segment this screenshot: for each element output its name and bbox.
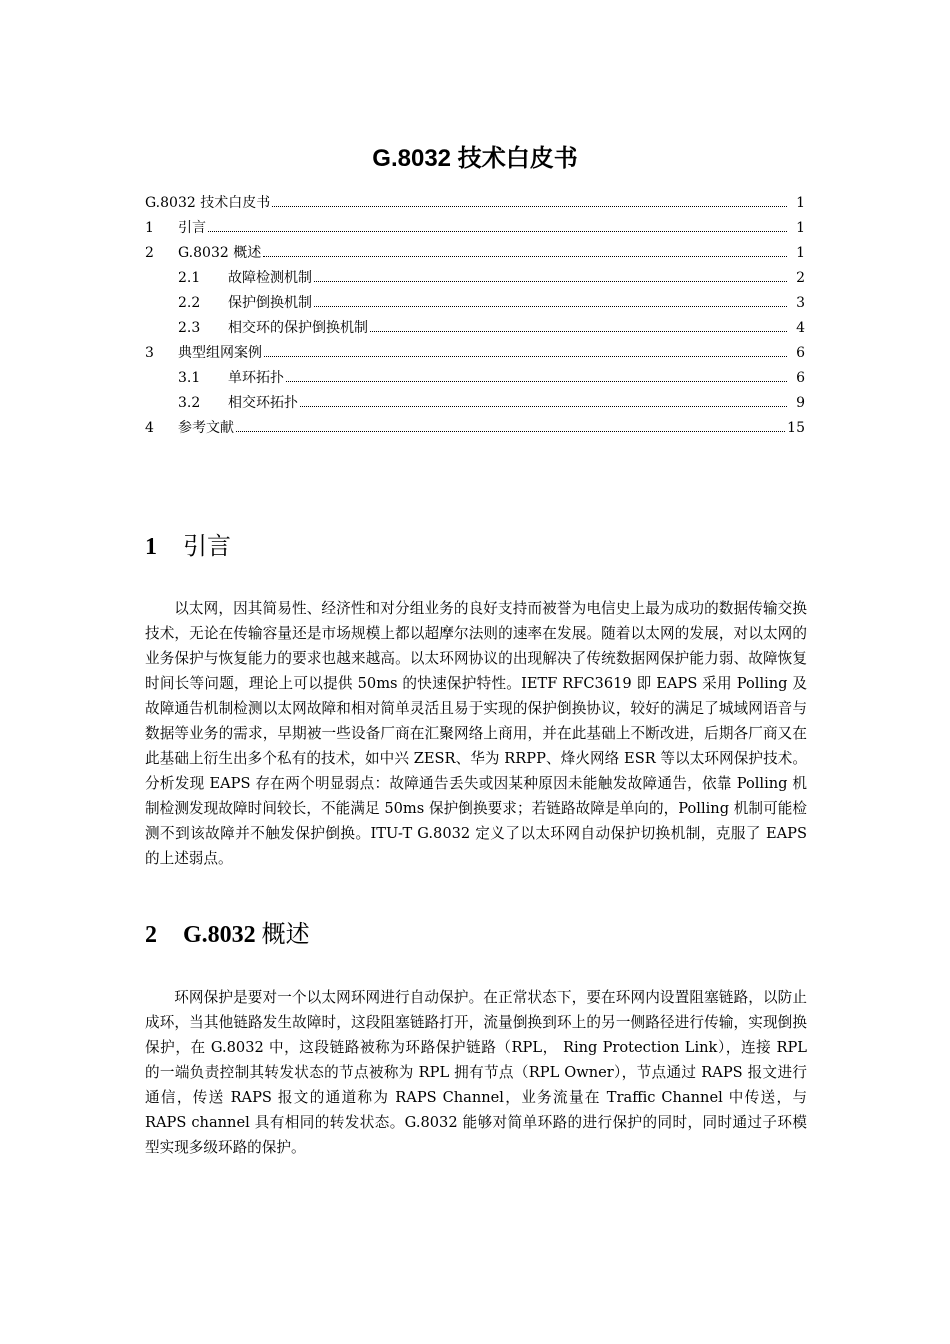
section-heading-overview — [145, 914, 310, 949]
section-title: 概述 — [255, 922, 310, 948]
toc-leader — [300, 396, 787, 407]
toc-entry-page: 2 — [796, 270, 805, 286]
toc-entry-label: G.8032 技术白皮书 — [145, 195, 271, 211]
section-number: 2 — [145, 922, 157, 948]
toc-entry-label: 保护倒换机制 — [228, 295, 312, 311]
toc-entry-label: 参考文献 — [178, 420, 234, 436]
toc-entry-number: 3.1 — [178, 370, 201, 386]
toc-entry-label: 相交环拓扑 — [228, 395, 298, 411]
toc-entry[interactable] — [145, 392, 805, 417]
section-body-intro: 以太网，因其简易性、经济性和对分组业务的良好支持而被誉为电信史上最为成功的数据传输交换技术，无论在传输容量还是市场规模上都以超摩尔法则的速率在发展。随着以太网的发展，对以太网的业务保护与恢复能力的要求也越来越高。以太环网协议的出现解决了传统数据网保护能力弱、故障恢复时间长等问题，理论上可以提供 50ms 的快速保护特性。IETF RFC3619 即 EAPS 采用 Polling 及故障通告机制检测以太网故障和相对简单灵活且易于实现的保护倒换协议，较好的满足了城域网语音与数据等业务的需求，早期被一些设备厂商在汇聚网络上商用，并在此基础上不断改进，后期各厂商又在此基础上衍生出多个私有的技术，如中兴 ZESR、华为 RRPP、烽火网络 ESR 等以太环网保护技术。分析发现 EAPS 存在两个明显弱点：故障通告丢失或因某种原因未能触发故障通告，依靠 Polling 机制检测发现故障时间较长，不能满足 50ms 保护倒换要求；若链路故障是单向的，Polling 机制可能检测不到该故障并不触发保护倒换。ITU-T G.8032 定义了以太环网自动保护切换机制，克服了 EAPS 的上述弱点。 — [145, 600, 807, 867]
toc-entry-number: 2.2 — [178, 295, 201, 311]
toc-entry-page: 6 — [796, 370, 805, 386]
toc-entry-label: 相交环的保护倒换机制 — [228, 320, 368, 336]
section-number: 1 — [145, 534, 157, 560]
toc-leader — [236, 421, 785, 432]
toc-entry-number: 3.2 — [178, 395, 201, 411]
toc-entry-label: 故障检测机制 — [228, 270, 312, 286]
toc-leader — [314, 296, 787, 307]
toc-entry[interactable] — [145, 292, 805, 317]
section-body-overview: 环网保护是要对一个以太网环网进行自动保护。在正常状态下，要在环网内设置阻塞链路，以防止成环，当其他链路发生故障时，这段阻塞链路打开，流量倒换到环上的另一侧路径进行传输，实现倒换保护，在 G.8032 中，这段链路被称为环路保护链路（RPL， Ring Protection Link），连接 RPL 的一端负责控制其转发状态的节点被称为 RPL 拥有节点（RPL Owner），节点通过 RAPS 报文进行通信，传送 RAPS 报文的通道称为 RAPS Channel，业务流量在 Traffic Channel 中传送，与 RAPS channel 具有相同的转发状态。G.8032 能够对简单环路的进行保护的同时，同时通过子环模型实现多级环路的保护。 — [145, 989, 807, 1156]
document-title: G.8032 技术白皮书 — [372, 145, 578, 172]
toc-entry-page: 9 — [796, 395, 805, 411]
toc-entry[interactable] — [145, 417, 805, 442]
toc-entry[interactable] — [145, 192, 805, 217]
toc-entry[interactable] — [145, 342, 805, 367]
toc-leader — [370, 321, 787, 332]
toc-entry-number: 1 — [145, 220, 154, 236]
toc-entry-number: 2 — [145, 245, 154, 261]
toc-entry-label: G.8032 概述 — [178, 245, 262, 261]
toc-entry-number: 2.3 — [178, 320, 201, 336]
toc-entry-label: 单环拓扑 — [228, 370, 284, 386]
toc-entry[interactable] — [145, 242, 805, 267]
toc-entry-page: 6 — [796, 345, 805, 361]
toc-entry-label: 典型组网案例 — [178, 345, 262, 361]
table-of-contents — [145, 192, 805, 442]
toc-entry[interactable] — [145, 267, 805, 292]
toc-entry[interactable] — [145, 317, 805, 342]
section-title: 引言 — [183, 534, 231, 560]
toc-entry-page: 1 — [796, 245, 805, 261]
toc-leader — [286, 371, 787, 382]
section-title-bold: G.8032 — [183, 922, 256, 948]
toc-entry-number: 4 — [145, 420, 154, 436]
toc-entry-number: 3 — [145, 345, 154, 361]
section-heading-intro — [145, 526, 231, 561]
toc-entry-page: 1 — [796, 220, 805, 236]
toc-leader — [264, 346, 787, 357]
toc-leader — [263, 246, 787, 257]
toc-entry-number: 2.1 — [178, 270, 201, 286]
toc-leader — [208, 221, 787, 232]
toc-entry-page: 15 — [787, 420, 805, 436]
toc-entry[interactable] — [145, 217, 805, 242]
toc-entry-page: 1 — [796, 195, 805, 211]
toc-entry[interactable] — [145, 367, 805, 392]
toc-leader — [272, 196, 787, 207]
toc-entry-page: 3 — [796, 295, 805, 311]
toc-entry-page: 4 — [796, 320, 805, 336]
toc-entry-label: 引言 — [178, 220, 206, 236]
toc-leader — [314, 271, 787, 282]
